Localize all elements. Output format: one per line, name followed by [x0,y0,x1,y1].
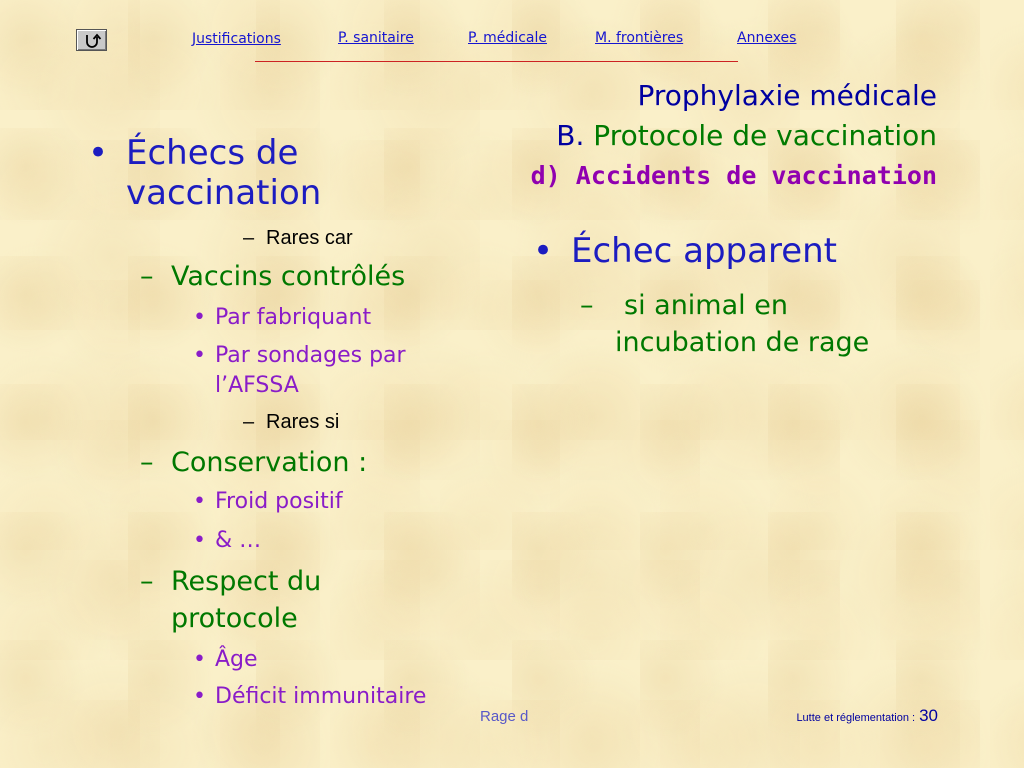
incubation-text [615,287,869,361]
respect-line-1: Respect du [171,566,322,597]
footer-label: Lutte et réglementation : [796,712,916,724]
bullet-dot: • [193,305,206,330]
par-sondages-line-2: l’AFSSA [215,373,299,398]
return-arrow-icon [82,32,102,48]
home-button[interactable] [76,29,107,51]
incubation-line-1: si animal en [624,290,788,321]
footer-section-label: Rage d [480,708,529,725]
bullet-dot: • [88,133,109,173]
froid-positif-text: Froid positif [215,489,343,514]
dash-marker: – [140,566,154,597]
title-line-2 [531,116,937,156]
left-heading-line-2: vaccination [126,173,322,213]
incubation-line-2: incubation de rage [615,327,870,358]
bullet-dot: • [193,684,206,709]
bullet-dot: • [193,489,206,514]
bullet-dot: • [193,528,206,553]
page-number: 30 [919,706,938,725]
dash-marker: – [140,447,154,478]
title-line-1: Prophylaxie médicale [637,79,937,112]
par-sondages-line-1: Par sondages par [215,343,406,368]
title-line-2-prefix: B. [556,119,585,152]
nav-link-annexes[interactable]: Annexes [737,30,797,46]
dash-marker: – [140,261,154,292]
bullet-dot: • [193,647,206,672]
dash-marker: – [580,290,594,321]
footer-page-info [796,706,938,726]
dash-marker: – [243,227,255,249]
title-line-3: d) Accidents de vaccination [530,161,937,190]
nav-link-justifications[interactable]: Justifications [192,31,281,47]
rares-car-text: Rares car [266,227,353,249]
bullet-dot: • [193,343,206,368]
title-line-2-text: Protocole de vaccination [593,119,937,152]
left-heading-line-1: Échecs de [126,133,299,173]
nav-link-p-sanitaire[interactable]: P. sanitaire [338,30,414,46]
slide-title [531,76,937,196]
nav-link-p-medicale[interactable]: P. médicale [468,30,547,46]
respect-line-2: protocole [171,603,298,634]
respect-protocole-text [171,563,321,637]
par-fabriquant-text: Par fabriquant [215,305,372,330]
bullet-dot: • [533,231,554,271]
par-sondages-text [215,341,406,401]
echec-apparent-heading: Échec apparent [571,231,838,271]
nav-divider [255,61,738,62]
etc-text: & … [215,528,262,553]
deficit-immunitaire-text: Déficit immunitaire [215,684,427,709]
dash-marker: – [243,411,255,433]
rares-si-text: Rares si [266,411,340,433]
age-text: Âge [215,647,258,672]
conservation-text: Conservation : [171,447,368,478]
vaccins-controles-text: Vaccins contrôlés [171,261,406,292]
nav-link-m-frontieres[interactable]: M. frontières [595,30,684,46]
left-heading [126,133,321,213]
